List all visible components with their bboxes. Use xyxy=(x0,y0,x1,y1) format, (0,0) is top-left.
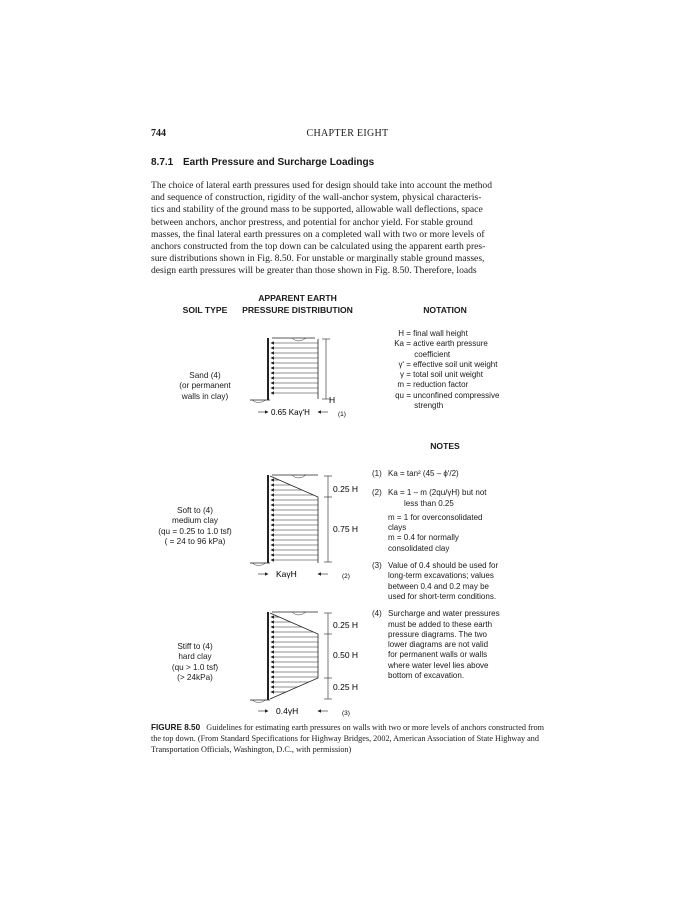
note-4: (4) Surcharge and water pressures must be added to these earth pressure diagrams. The two lower diagrams are not valid for permanent walls or walls where water level lies above bottom of excavation. xyxy=(372,609,500,681)
ground-hatch xyxy=(292,475,306,478)
note-2: (2) Ka = 1 – m (2qu/γH) but not less than 0.25 m = 1 for overconsolidated clays m = 0.4 for normally consolidated clay xyxy=(372,488,487,553)
dim-label: 0.25 H xyxy=(333,484,359,494)
header-apparent-line2: PRESSURE DISTRIBUTION xyxy=(242,305,353,315)
diagram-stiff-clay xyxy=(250,612,358,717)
notation-item: m = reduction factor xyxy=(397,380,469,390)
body-paragraph xyxy=(151,180,546,278)
caption-text: Guidelines for estimating earth pressures on walls with two or more levels of anchors constructed from the top down. (From Standard Specifications for Highway Bridges, 2002, American Association of State Highway and Transportation Officials, Washington, D.C., with permission) xyxy=(151,723,544,754)
diagram-sand xyxy=(250,338,346,418)
ground-hatch xyxy=(292,338,306,341)
diagram-ref: (3) xyxy=(342,710,350,717)
dim-label: 0.25 H xyxy=(333,620,359,630)
body-line: tics and stability of the ground mass to be supported, allowable wall deflections, space xyxy=(151,204,483,216)
diagram-soft-clay xyxy=(250,475,358,580)
note-1: (1) Ka = tan² (45 – ϕʹ/2) xyxy=(372,469,459,478)
notation-item: qu = unconfined compressive xyxy=(395,390,500,400)
notation-item: γ = total soil unit weight xyxy=(400,370,483,380)
pressure-diagrams xyxy=(230,322,390,722)
diagram-ref: (2) xyxy=(342,573,350,580)
header-notation: NOTATION xyxy=(423,305,467,315)
section-title: Earth Pressure and Surcharge Loadings xyxy=(183,157,375,168)
soil-label-stiff-clay: Stiff to (4) hard clay (qu > 1.0 tsf) (> 24kPa) xyxy=(171,642,219,683)
header-soil-type: SOIL TYPE xyxy=(182,305,228,315)
diagram-ref: (1) xyxy=(338,411,346,418)
dim-label: 0.25 H xyxy=(333,682,359,692)
body-line: sure distributions shown in Fig. 8.50. For unstable or marginally stable ground masses, xyxy=(151,253,485,265)
soil-label-sand: Sand (4) (or permanent walls in clay) xyxy=(179,371,231,401)
notation-list xyxy=(380,329,550,411)
notation-item: Ka = active earth pressure xyxy=(394,339,488,349)
body-line: The choice of lateral earth pressures used for design should take into account the method xyxy=(151,180,492,191)
header-apparent-line1: APPARENT EARTH xyxy=(258,293,337,303)
dim-label-h: H xyxy=(329,395,336,405)
notation-item: γʹ = effective soil unit weight xyxy=(398,359,498,369)
body-line: design earth pressures will be greater than those shown in Fig. 8.50. Therefore, loads xyxy=(151,265,477,277)
note-3: (3) Value of 0.4 should be used for long-term excavations; values between 0.4 and 0.2 may be used for short-term conditions. xyxy=(372,561,499,601)
pressure-edge xyxy=(270,613,318,699)
header-notes: NOTES xyxy=(430,441,460,451)
notation-item: strength xyxy=(414,401,444,411)
notation-item: H = final wall height xyxy=(398,329,468,338)
body-line: between anchors, anchor prestress, and potential for anchor yield. For stable ground xyxy=(151,216,473,228)
base-label: 0.4γH xyxy=(276,706,299,716)
dim-label: 0.75 H xyxy=(333,524,359,534)
caption-label: FIGURE 8.50 xyxy=(151,723,201,732)
notation-item: coefficient xyxy=(414,349,451,359)
running-head: CHAPTER EIGHT xyxy=(306,128,389,139)
section-number: 8.7.1 xyxy=(151,157,174,168)
base-label: 0.65 KaγʹH xyxy=(271,408,310,417)
pressure-arrows xyxy=(271,343,318,393)
section-heading xyxy=(151,157,374,168)
notes-list xyxy=(372,469,552,681)
ground-hatch xyxy=(292,612,306,615)
soil-label-soft-clay: Soft to (4) medium clay (qu = 0.25 to 1.0 tsf) ( = 24 to 96 kPa) xyxy=(158,506,232,547)
page-number: 744 xyxy=(151,128,166,139)
body-line: and sequence of construction, rigidity of the wall-anchor system, physical characteris- xyxy=(151,192,482,204)
figure-caption xyxy=(151,722,546,755)
body-line: masses, the final lateral earth pressures on a completed wall with two or more levels of xyxy=(151,228,485,240)
body-line: anchors constructed from the top down can be calculated using the apparent earth pres- xyxy=(151,241,486,253)
base-label: KaγH xyxy=(276,569,297,579)
pressure-arrows xyxy=(271,480,318,560)
dim-label: 0.50 H xyxy=(333,650,359,660)
